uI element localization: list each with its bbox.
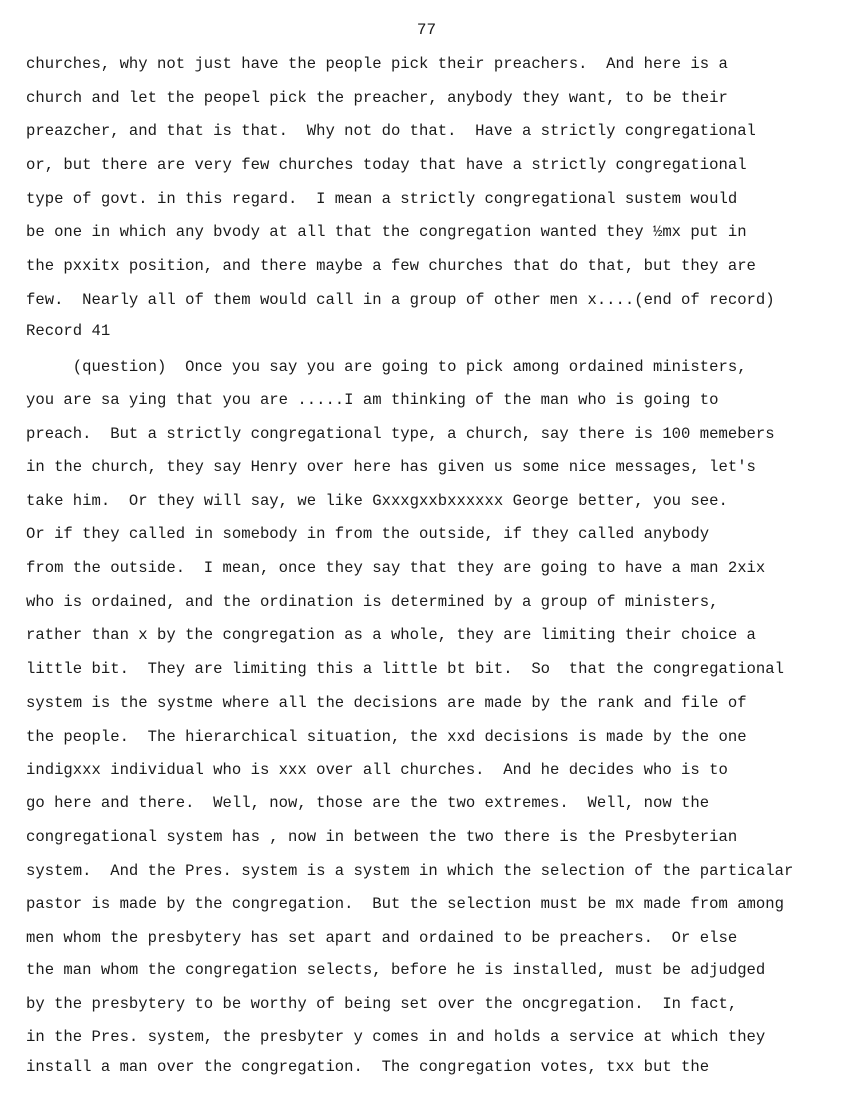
text-line: the people. The hierarchical situation, the xxd decisions is made by the one — [26, 728, 747, 746]
text-line: be one in which any bvody at all that the congregation wanted they ½mx put in — [26, 223, 747, 241]
text-line: congregational system has , now in between the two there is the Presbyterian — [26, 828, 738, 846]
text-line: little bit. They are limiting this a little bt bit. So that the congregational — [26, 660, 784, 678]
text-line: system is the systme where all the decisions are made by the rank and file of — [26, 694, 747, 712]
text-line: rather than x by the congregation as a whole, they are limiting their choice a — [26, 626, 756, 644]
text-line: by the presbytery to be worthy of being set over the oncgregation. In fact, — [26, 995, 738, 1013]
text-line: men whom the presbytery has set apart and ordained to be preachers. Or else — [26, 929, 738, 947]
text-line: indigxxx individual who is xxx over all churches. And he decides who is to — [26, 761, 728, 779]
text-line: the man whom the congregation selects, before he is installed, must be adjudged — [26, 961, 766, 979]
text-line: pastor is made by the congregation. But the selection must be mx made from among — [26, 895, 784, 913]
text-line: type of govt. in this regard. I mean a strictly congregational sustem would — [26, 190, 738, 208]
text-line: in the Pres. system, the presbyter y comes in and holds a service at which they — [26, 1028, 766, 1046]
text-line: you are sa ying that you are .....I am thinking of the man who is going to — [26, 391, 719, 409]
text-line: preazcher, and that is that. Why not do that. Have a strictly congregational — [26, 122, 756, 140]
text-line: Record 41 — [26, 322, 111, 340]
text-line: take him. Or they will say, we like Gxxxgxxbxxxxxx George better, you see. — [26, 492, 728, 510]
text-line: church and let the peopel pick the preacher, anybody they want, to be their — [26, 89, 728, 107]
text-line: Or if they called in somebody in from the outside, if they called anybody — [26, 525, 710, 543]
text-line: few. Nearly all of them would call in a group of other men x....(end of record) — [26, 291, 775, 309]
text-line: who is ordained, and the ordination is determined by a group of ministers, — [26, 593, 719, 611]
text-line: or, but there are very few churches today that have a strictly congregational — [26, 156, 747, 174]
page-number: 77 — [416, 21, 437, 39]
text-line: in the church, they say Henry over here has given us some nice messages, let's — [26, 458, 756, 476]
text-line: preach. But a strictly congregational type, a church, say there is 100 memebers — [26, 425, 775, 443]
text-line: the pxxitx position, and there maybe a few churches that do that, but they are — [26, 257, 756, 275]
text-line: churches, why not just have the people pick their preachers. And here is a — [26, 55, 728, 73]
text-line: from the outside. I mean, once they say that they are going to have a man 2xix — [26, 559, 766, 577]
text-line: system. And the Pres. system is a system in which the selection of the particalar — [26, 862, 794, 880]
text-line: install a man over the congregation. The congregation votes, txx but the — [26, 1058, 710, 1076]
text-line: go here and there. Well, now, those are the two extremes. Well, now the — [26, 794, 710, 812]
text-line: (question) Once you say you are going to pick among ordained ministers, — [26, 358, 747, 376]
